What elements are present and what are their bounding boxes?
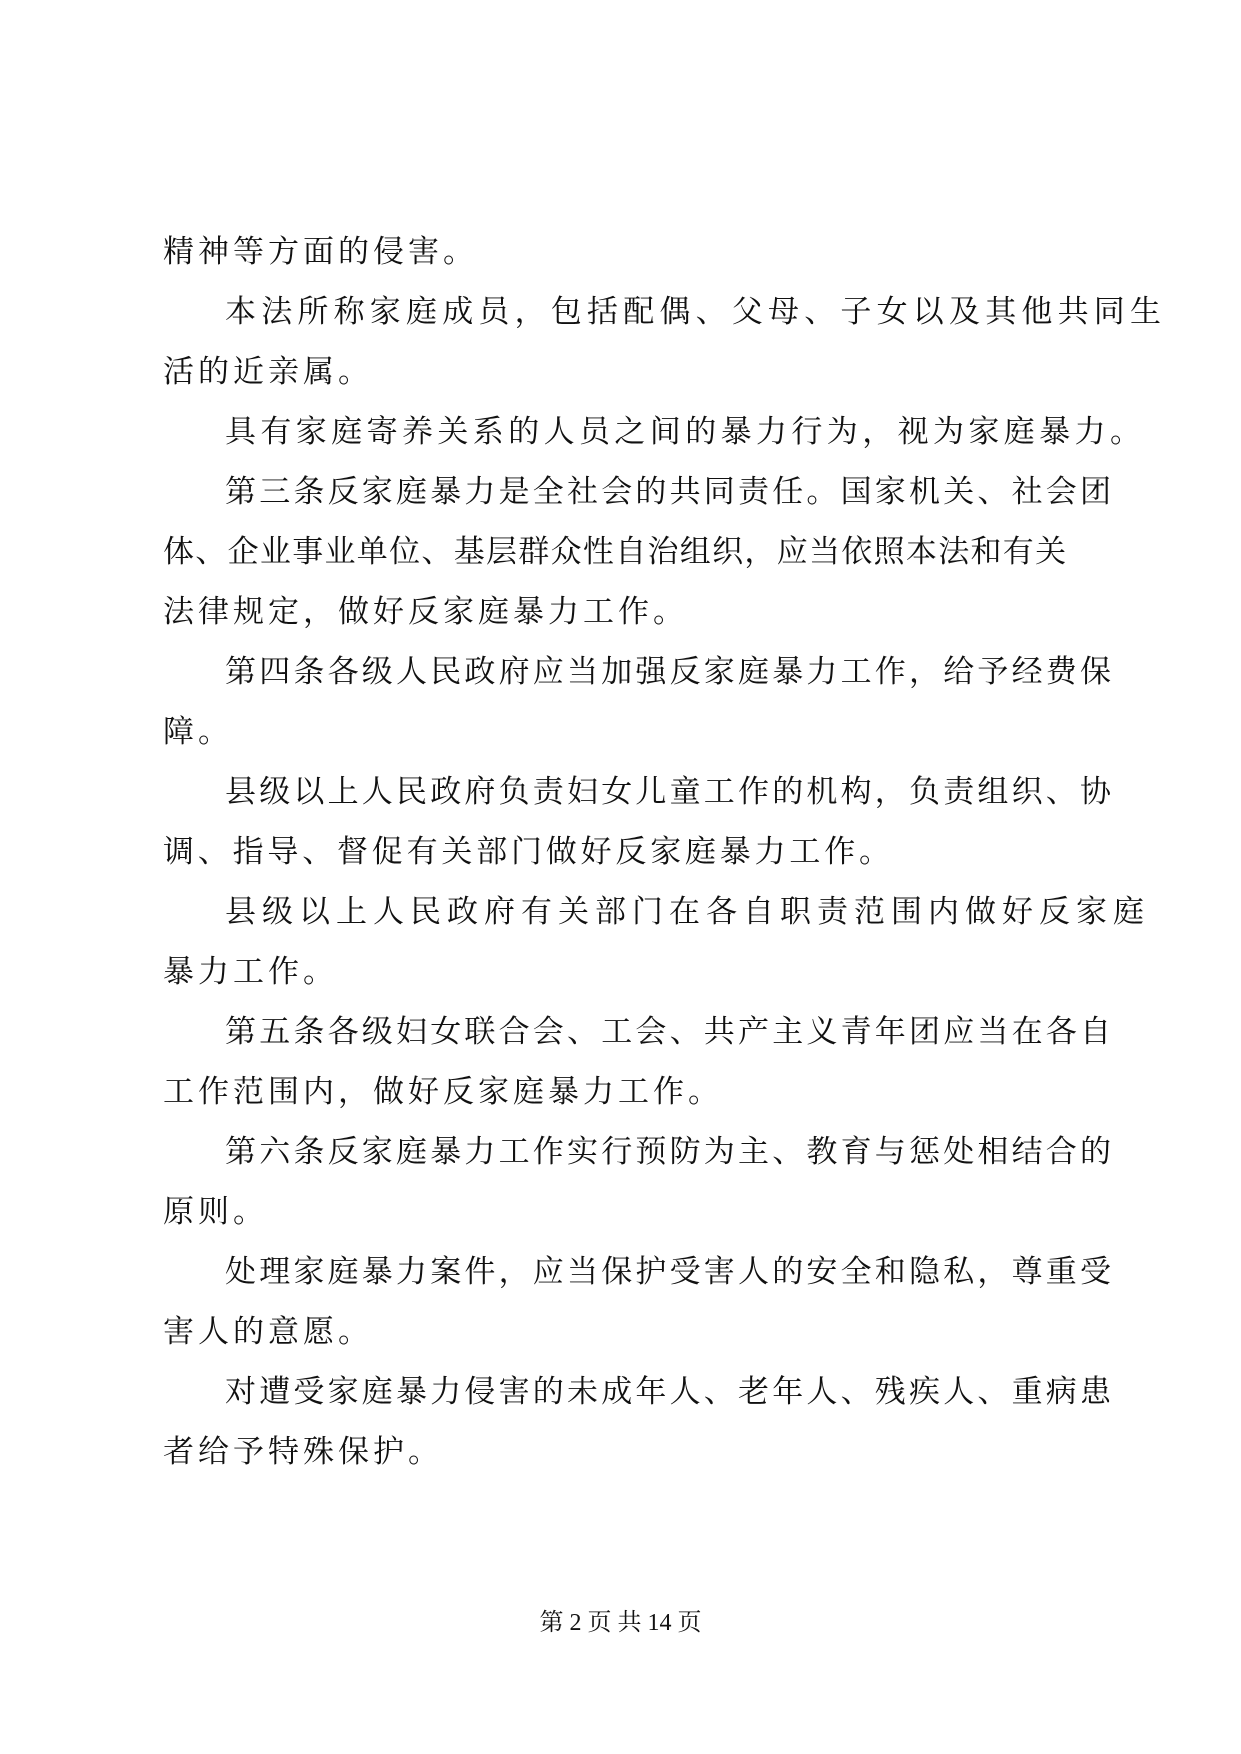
- text-line: 第六条反家庭暴力工作实行预防为主、教育与惩处相结合的: [225, 1134, 1115, 1170]
- text-line: 第三条反家庭暴力是全社会的共同责任。国家机关、社会团: [225, 474, 1115, 510]
- text-line: 县级以上人民政府负责妇女儿童工作的机构，负责组织、协: [225, 774, 1115, 810]
- text-line: 精神等方面的侵害。: [163, 234, 478, 270]
- text-line: 调、指导、督促有关部门做好反家庭暴力工作。: [163, 834, 894, 870]
- text-line: 体、企业事业单位、基层群众性自治组织，应当依照本法和有关: [163, 534, 1068, 570]
- text-line: 具有家庭寄养关系的人员之间的暴力行为，视为家庭暴力。: [225, 414, 1146, 450]
- page-number-label: 第 2 页 共 14 页: [539, 1610, 702, 1636]
- text-line: 第五条各级妇女联合会、工会、共产主义青年团应当在各自: [225, 1014, 1115, 1050]
- text-line: 对遭受家庭暴力侵害的未成年人、老年人、残疾人、重病患: [225, 1374, 1115, 1410]
- text-line: 工作范围内，做好反家庭暴力工作。: [163, 1074, 723, 1110]
- text-line: 本法所称家庭成员，包括配偶、父母、子女以及其他共同生: [225, 294, 1167, 330]
- text-line: 处理家庭暴力案件，应当保护受害人的安全和隐私，尊重受: [225, 1254, 1115, 1290]
- text-line: 法律规定，做好反家庭暴力工作。: [163, 594, 688, 630]
- page-footer: [0, 1602, 1241, 1637]
- text-line: 障。: [163, 714, 233, 750]
- text-line: 县级以上人民政府有关部门在各自职责范围内做好反家庭: [225, 894, 1150, 930]
- text-line: 害人的意愿。: [163, 1314, 373, 1350]
- text-line: 活的近亲属。: [163, 354, 373, 390]
- text-line: 暴力工作。: [163, 954, 338, 990]
- text-line: 第四条各级人民政府应当加强反家庭暴力工作，给予经费保: [225, 654, 1115, 690]
- text-line: 者给予特殊保护。: [163, 1434, 443, 1470]
- text-line: 原则。: [163, 1194, 268, 1230]
